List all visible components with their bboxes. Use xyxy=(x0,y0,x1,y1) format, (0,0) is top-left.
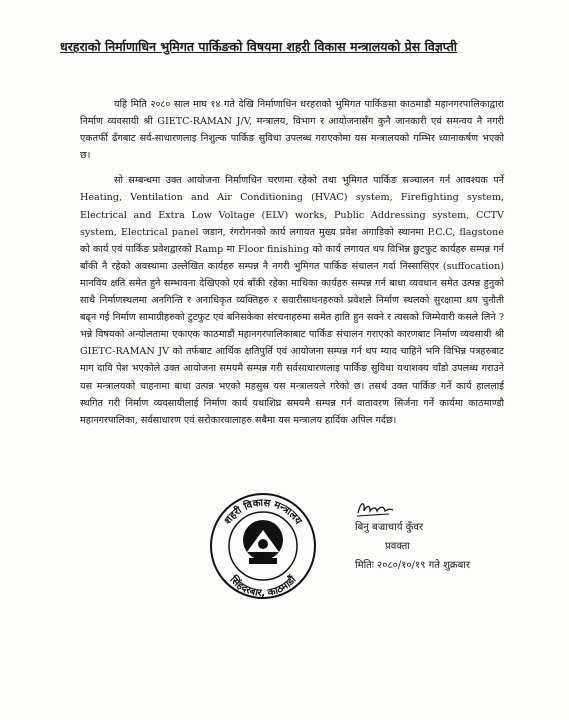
issue-date: मितिः २०८०/१०/१९ गते शुक्रबार xyxy=(355,560,470,571)
handwritten-signature xyxy=(355,497,395,519)
seal-inner-text: सिंहदरबार, काठमाडौं xyxy=(227,574,299,600)
paragraph-2 xyxy=(80,172,504,428)
emblem-icon xyxy=(243,520,283,564)
paragraph-2-text: सो सम्बन्धमा उक्त आयोजना निर्माणधिन चरणमा रहेको तथा भुमिगत पार्किङ सञ्चालन गर्न आवश्यक पर्ने Heating, Ventilation and Air Conditioning (HVAC) system, Firefighting system, Electrical and Extra Low Voltage (ELV) works, Public Addressing system, CCTV system, Electrical panel जडान, रंगरोगनको कार्य लगायत मुख्य प्रवेश अगाडिको स्थानमा P.C.C, flagstone को कार्य एवं पार्किङ प्रवेशद्वारको Ramp मा Floor finishing को कार्य लगायत थप विभिन्न छुटफुट कार्यहरु सम्पन्न गर्न बाँकी नै रहेको अवस्थामा उल्लेखित कार्यहरु सम्पन्न नै नगरी भुमिगत पार्किङ संचालन गर्दा निस्सासिएर (suffocation) मानविय क्षति समेत हुने सम्भावना देखिएको एवं बाँकी रहेका माथिका कार्यहरु सम्पन्न गर्न बाधा व्यवधान समेत उत्पन्न हुनुको साथै निर्माणस्थलमा अनगिन्ति र अनाधिकृत व्यक्तिहरु र सवारीसाधनहरुको प्रवेशले निर्माण स्थलको सुरक्षामा थप चुनौती बढ्न गई निर्माण सामाग्रीहरुको टुटफुट एवं बनिसकेका संरचनाहरुमा समेत हाति हुन सक्ने र त्यसको जिम्मेवारी कसले लिने ? भन्ने विषयको अन्योलतामा एकाएक काठमाडौं महानगरपालिकाबाट पार्किङ संचालन गराएको कारणबाट निर्माण व्यवसायी श्री GIETC-RAMAN JV को तर्फबाट आर्थिक क्षतिपुर्ति एवं आयोजना सम्पन्न गर्न थप म्याद चाहिने भनि विभिन्न पत्रहरुबाट माग दावि पेश भएकोले उक्त आयोजना समयमै सम्पन्न गरी सर्वसाधारणलाइ पार्किङ सुविधा यथाशक्य चाँडो उपलब्ध गराउने यस मन्त्रालयको चाहनामा बाधा उत्पन्न भएको महसुस यस मन्त्रालयले गरेको छ। तसर्थ उक्त पार्किङ गर्ने कार्य हाललाई स्थगित गरी निर्माण व्यवसायीलाई निर्माण कार्य यथाशिघ्र समयमै सम्पन्न गर्न वातावरण सिर्जना गर्ने कार्यमा काठमाण्डौ महानगरपालिका, सर्वसाधारण एवं सरोकारवालाहरु सबैमा यस मन्त्रालय हार्दिक अपिल गर्दछ। xyxy=(80,175,504,426)
paragraph-1 xyxy=(80,96,504,164)
ministry-seal-stamp xyxy=(207,490,319,602)
signatory-role: प्रवक्ता xyxy=(385,541,410,552)
seal-outer-text: शहरी विकास मन्त्रालय xyxy=(222,497,304,527)
paragraph-1-text: यहि मिति २०८० साल माघ १४ गते देखि निर्माणाधिन धरहराको भुमिगत पार्किङमा काठमाडौ महानगरपालिकाद्वारा निर्माण व्यवसायी श्री GIETC-RAMAN J/V, मन्त्रालय, विभाग र आयोजनासँग कुनै जानकारी एवं समन्वय नै नगरी एकतर्फी ढँगबाट सर्व-साधारणलाइ निशुल्क पार्किङ सुविधा उपलब्ध गराएकोमा यस मन्त्रालयको गम्भिर ध्यानाकर्षण भएको छ। xyxy=(80,99,504,162)
signatory-name: बिनु बज्राचार्य कुँवर xyxy=(355,522,424,533)
document-body xyxy=(80,96,504,437)
press-release-title: धरहराको निर्माणाधिन भुमिगत पार्किङको विषयमा शहरी विकास मन्त्रालयको प्रेस विज्ञप्ती xyxy=(60,39,458,54)
